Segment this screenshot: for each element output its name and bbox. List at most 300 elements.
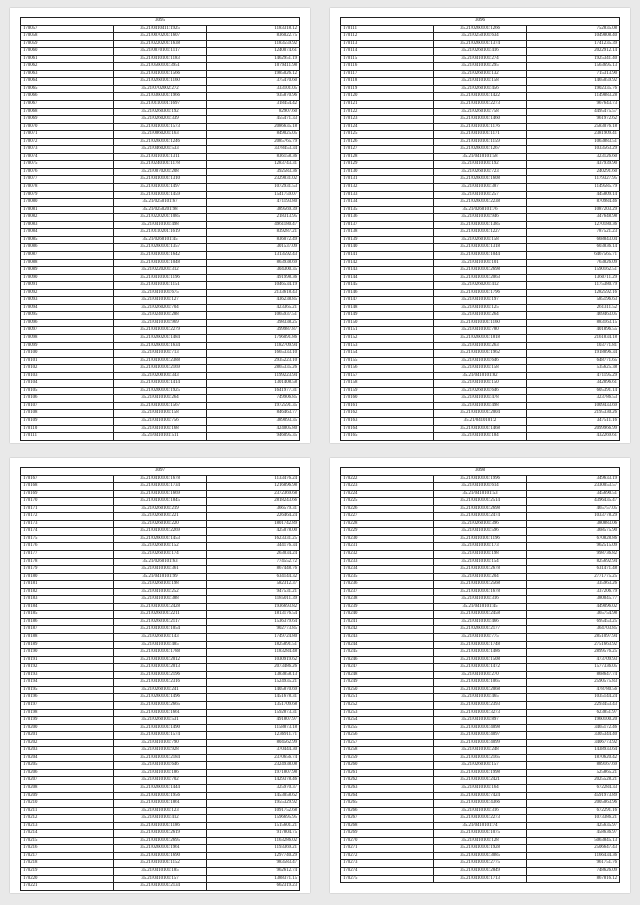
cadastral-number-cell: 35.21/0260101:1374 (434, 40, 527, 48)
value-cell: 763826.09 (527, 259, 620, 267)
cadastral-number-cell: 35.21/0560101:3951 (114, 63, 207, 71)
value-cell: 458636.97 (527, 830, 620, 838)
cadastral-number-cell: 35.21/0410101:4097 (434, 732, 527, 740)
cadastral-number-cell: 35.21/0410101:2134 (114, 883, 207, 891)
value-cell: 449096.02 (527, 603, 620, 611)
value-cell: 471193.80 (207, 199, 300, 207)
table-row (21, 739, 300, 747)
value-cell: 585196.63 (527, 297, 620, 305)
value-cell: 349633.19 (527, 475, 620, 483)
table-row (341, 229, 620, 237)
cadastral-number-cell: 35.21/0410101:466 (434, 618, 527, 626)
table-row (21, 513, 300, 521)
page-number-header: 3098 (341, 468, 620, 476)
cadastral-number-cell: 35.21/0200101:1925 (114, 387, 207, 395)
table-row (21, 176, 300, 184)
row-id-cell: 170073 (21, 146, 114, 154)
cadastral-number-cell: 35.21/0410101:614 (434, 483, 527, 491)
cadastral-number-cell: 35.21/0410101:1054 (114, 626, 207, 634)
table-row (21, 588, 300, 596)
cadastral-number-cell: 35.21/0110201:1619 (114, 229, 207, 237)
row-id-cell: 170230 (341, 535, 434, 543)
table-row (21, 867, 300, 875)
value-cell: 605391.14 (527, 387, 620, 395)
row-id-cell: 170172 (21, 513, 114, 521)
value-cell: 787521.23 (527, 229, 620, 237)
row-id-cell: 170138 (341, 229, 434, 237)
value-cell: 1163286.02 (207, 837, 300, 845)
row-id-cell: 170100 (21, 350, 114, 358)
row-id-cell: 170189 (21, 641, 114, 649)
row-id-cell: 170108 (21, 410, 114, 418)
cadastral-number-cell: 35.21/0410101:1385 (434, 221, 527, 229)
value-cell: 2161834.18 (527, 334, 620, 342)
row-id-cell: 170271 (341, 845, 434, 853)
table-row (341, 528, 620, 536)
table-row (341, 822, 620, 830)
row-id-cell: 170064 (21, 78, 114, 86)
cadastral-number-cell: 35.21/0410101:1690 (114, 852, 207, 860)
value-cell: 473709.93 (527, 656, 620, 664)
value-cell: 380045.77 (527, 596, 620, 604)
table-row (341, 297, 620, 305)
value-cell: 662319.23 (207, 883, 300, 891)
table-row (341, 634, 620, 642)
table-row (341, 259, 620, 267)
cadastral-number-cell: 35.21/0410101:702 (114, 777, 207, 785)
value-cell: 1590162.51 (527, 267, 620, 275)
value-cell: 1641977.31 (207, 387, 300, 395)
value-cell: 333101.05 (207, 85, 300, 93)
row-id-cell: 170125 (341, 131, 434, 139)
cadastral-number-cell: 35.21/0410101:128 (434, 837, 527, 845)
value-cell: 1149585.79 (527, 184, 620, 192)
table-row (341, 357, 620, 365)
table-row (341, 274, 620, 282)
cadastral-number-cell: 35.21/0410101:1962 (434, 350, 527, 358)
row-id-cell: 170197 (21, 701, 114, 709)
cadastral-number-cell: 35.21/0410101:1196 (434, 535, 527, 543)
cadastral-number-cell: 35.21/0410101:1566 (114, 70, 207, 78)
table-row (21, 267, 300, 275)
cadastral-number-cell: 35.21/0410101:53 (434, 490, 527, 498)
cadastral-number-cell: 35.21/0410101:1574 (114, 732, 207, 740)
value-cell: 2935223.10 (207, 357, 300, 365)
value-cell: 389569.39 (207, 206, 300, 214)
table-row (21, 528, 300, 536)
row-id-cell: 170273 (341, 860, 434, 868)
table-row (341, 380, 620, 388)
cadastral-number-cell: 35.21/0360301:1966 (114, 93, 207, 101)
value-cell: 1033778.29 (527, 513, 620, 521)
cadastral-number-cell: 35.21/0260101:1266 (434, 25, 527, 33)
cadastral-number-cell: 35.21/0410101:756 (114, 417, 207, 425)
table-row (21, 535, 300, 543)
cadastral-number-cell: 35.21/0410101:173 (434, 543, 527, 551)
row-id-cell: 170118 (341, 78, 434, 86)
value-cell: 1270180.36 (527, 221, 620, 229)
value-cell: 836158.36 (207, 153, 300, 161)
table-row (21, 168, 300, 176)
table-row (341, 327, 620, 335)
value-cell: 347648.98 (527, 214, 620, 222)
table-row (21, 784, 300, 792)
table-row (21, 289, 300, 297)
table-row (21, 709, 300, 717)
table-row (341, 807, 620, 815)
cadastral-number-cell: 35.21/0110101:1697 (114, 101, 207, 109)
row-id-cell: 170244 (341, 641, 434, 649)
row-id-cell: 170224 (341, 490, 434, 498)
table-row (21, 686, 300, 694)
value-cell: 1383858.13 (207, 671, 300, 679)
row-id-cell: 170270 (341, 837, 434, 845)
register-table (340, 467, 620, 883)
value-cell: 935870.96 (207, 93, 300, 101)
cadastral-number-cell: 35.21/0410101:1669 (114, 490, 207, 498)
row-id-cell: 170252 (341, 701, 434, 709)
cadastral-number-cell: 35.21/0410101:1678 (114, 475, 207, 483)
cadastral-number-cell: 35.21/0410101:1642 (114, 251, 207, 259)
value-cell: 1087203.29 (527, 206, 620, 214)
value-cell: 263034.24 (207, 551, 300, 559)
cadastral-number-cell: 35.21/0260101:132 (434, 70, 527, 78)
row-id-cell: 170266 (341, 807, 434, 815)
table-row (21, 656, 300, 664)
value-cell: 2330053.57 (527, 483, 620, 491)
row-id-cell: 170168 (21, 483, 114, 491)
table-row (341, 686, 620, 694)
row-id-cell: 170208 (21, 784, 114, 792)
row-id-cell: 170229 (341, 528, 434, 536)
value-cell: 2771775.25 (527, 573, 620, 581)
row-id-cell: 170185 (21, 611, 114, 619)
value-cell: 1283743.31 (207, 161, 300, 169)
table-row (21, 108, 300, 116)
cadastral-number-cell: 35.21/0260101:63 (114, 558, 207, 566)
table-row (341, 93, 620, 101)
row-id-cell: 170062 (21, 63, 114, 71)
table-row (21, 717, 300, 725)
value-cell: 3378453.34 (207, 146, 300, 154)
row-id-cell: 170186 (21, 618, 114, 626)
cadastral-number-cell: 35.21/0410101:263 (434, 342, 527, 350)
table-row (21, 334, 300, 342)
cadastral-number-cell: 35.21/0070201:208 (114, 168, 207, 176)
value-cell: 961751.76 (527, 860, 620, 868)
value-cell: 2086635.18 (207, 123, 300, 131)
table-row (21, 573, 300, 581)
row-id-cell: 170242 (341, 626, 434, 634)
cadastral-number-cell: 35.21/0260101:219 (114, 505, 207, 513)
row-id-cell: 170098 (21, 334, 114, 342)
table-row (21, 490, 300, 498)
row-id-cell: 170246 (341, 656, 434, 664)
value-cell: 1072931.53 (207, 184, 300, 192)
value-cell: 491998.36 (207, 274, 300, 282)
cadastral-number-cell: 35.21/0410101:361 (114, 566, 207, 574)
table-row (341, 55, 620, 63)
value-cell: 240291.60 (527, 168, 620, 176)
value-cell: 2851097.94 (527, 634, 620, 642)
cadastral-number-cell: 35.21/0260201:339 (114, 116, 207, 124)
table-row (21, 138, 300, 146)
cadastral-number-cell: 35.21/0410101:1160 (434, 319, 527, 327)
table-row (21, 800, 300, 808)
value-cell: 825692.94 (527, 558, 620, 566)
cadastral-number-cell: 35.21/0410101:1788 (114, 649, 207, 657)
cadastral-number-cell: 35.21/0410101:186 (114, 769, 207, 777)
table-row (21, 297, 300, 305)
row-id-cell: 170107 (21, 402, 114, 410)
value-cell: 1902335.76 (527, 85, 620, 93)
table-row (341, 40, 620, 48)
row-id-cell: 170176 (21, 543, 114, 551)
table-row (341, 739, 620, 747)
value-cell: 1351709.68 (207, 701, 300, 709)
table-row (341, 815, 620, 823)
row-id-cell: 170086 (21, 244, 114, 252)
value-cell: 1825891.51 (207, 641, 300, 649)
value-cell: 4591973.89 (527, 792, 620, 800)
row-id-cell: 170201 (21, 732, 114, 740)
cadastral-number-cell: 35.21/0410101:2421 (434, 777, 527, 785)
cadastral-number-cell: 35.21/0702002:272 (114, 85, 207, 93)
row-id-cell: 170241 (341, 618, 434, 626)
table-row (341, 342, 620, 350)
row-id-cell: 170094 (21, 304, 114, 312)
table-row (21, 664, 300, 672)
row-id-cell: 170147 (341, 297, 434, 305)
value-cell: 1199223.94 (207, 372, 300, 380)
table-row (341, 852, 620, 860)
row-id-cell: 170065 (21, 85, 114, 93)
value-cell: 1536379.64 (207, 618, 300, 626)
row-id-cell: 170093 (21, 297, 114, 305)
table-row (341, 784, 620, 792)
value-cell: 337206.79 (527, 588, 620, 596)
cadastral-number-cell: 35.21/0260101:1444 (114, 784, 207, 792)
row-id-cell: 170182 (21, 588, 114, 596)
cadastral-number-cell: 35.21/0410101:2169 (114, 365, 207, 373)
value-cell: 3305344.40 (527, 732, 620, 740)
value-cell: 469463.05 (527, 312, 620, 320)
cadastral-number-cell: 35.21/0410101:2428 (114, 603, 207, 611)
row-id-cell: 170180 (21, 573, 114, 581)
value-cell: 342896.61 (527, 380, 620, 388)
cadastral-number-cell: 35.21/0260101:758 (434, 108, 527, 116)
table-row (341, 588, 620, 596)
value-cell: 1179327.95 (527, 176, 620, 184)
table-row (341, 417, 620, 425)
row-id-cell: 170148 (341, 304, 434, 312)
cadastral-number-cell: 35.21/0070101:1117 (114, 48, 207, 56)
value-cell: 1388371.15 (207, 875, 300, 883)
value-cell: 345690.51 (527, 490, 620, 498)
row-id-cell: 170193 (21, 671, 114, 679)
cadastral-number-cell: 35.21/0410101:1748 (434, 641, 527, 649)
value-cell: 623851.97 (527, 709, 620, 717)
cadastral-number-cell: 35.21/0410101:184 (434, 433, 527, 441)
table-row (341, 603, 620, 611)
cadastral-number-cell: 35.21/0260101:157 (434, 762, 527, 770)
table-row (341, 206, 620, 214)
cadastral-number-cell: 35.21/0410101:1422 (434, 93, 527, 101)
cadastral-number-cell: 35.21/0410101:1460 (434, 116, 527, 124)
row-id-cell: 170058 (21, 33, 114, 41)
table-row (21, 626, 300, 634)
value-cell: 961972.62 (527, 116, 620, 124)
value-cell: 1971807.98 (207, 769, 300, 777)
row-id-cell: 170059 (21, 40, 114, 48)
table-row (341, 701, 620, 709)
row-id-cell: 170218 (21, 860, 114, 868)
value-cell: 1079411.98 (207, 63, 300, 71)
value-cell: 749906.85 (207, 395, 300, 403)
value-cell: 465757.05 (527, 505, 620, 513)
cadastral-number-cell: 35.21/0410101:2775 (434, 860, 527, 868)
row-id-cell: 170245 (341, 649, 434, 657)
value-cell: 863938.69 (207, 259, 300, 267)
table-row (341, 520, 620, 528)
table-row (21, 498, 300, 506)
table-row (21, 618, 300, 626)
cadastral-number-cell: 35.21/0260101:1357 (114, 244, 207, 252)
row-id-cell: 170101 (21, 357, 114, 365)
cadastral-number-cell: 35.21/0260101:416 (434, 48, 527, 56)
cadastral-number-cell: 35.21/0410101:646 (114, 762, 207, 770)
row-id-cell: 170077 (21, 176, 114, 184)
value-cell: 261311.52 (527, 304, 620, 312)
cadastral-number-cell: 35.21/0410101:1186 (114, 822, 207, 830)
row-id-cell: 170233 (341, 558, 434, 566)
value-cell: 1936693.82 (207, 603, 300, 611)
value-cell: 2372369.68 (207, 490, 300, 498)
table-row (21, 350, 300, 358)
table-row (21, 48, 300, 56)
cadastral-number-cell: 35.21/0250101:67 (114, 199, 207, 207)
value-cell: 4396435.47 (527, 498, 620, 506)
value-cell: 672284.33 (527, 784, 620, 792)
table-row (21, 63, 300, 71)
cadastral-number-cell: 35.21/0410101:3085 (434, 852, 527, 860)
value-cell: 398338.25 (207, 319, 300, 327)
table-row (341, 483, 620, 491)
value-cell: 1451678.31 (207, 694, 300, 702)
value-cell: 1577336.05 (527, 664, 620, 672)
row-id-cell: 170061 (21, 55, 114, 63)
cadastral-number-cell: 35.21/0410101:101 (434, 259, 527, 267)
table-row (21, 769, 300, 777)
table-row (21, 365, 300, 373)
cadastral-number-cell: 35.21/0410101:498 (434, 402, 527, 410)
cadastral-number-cell: 35.21/0410101:150 (434, 380, 527, 388)
row-id-cell: 170216 (21, 845, 114, 853)
table-row (341, 289, 620, 297)
cadastral-number-cell: 35.21/0410101:1928 (434, 845, 527, 853)
row-id-cell: 170205 (21, 762, 114, 770)
table-row (341, 513, 620, 521)
table-row (21, 520, 300, 528)
row-id-cell: 170215 (21, 837, 114, 845)
row-id-cell: 170123 (341, 116, 434, 124)
table-row (341, 63, 620, 71)
cadastral-number-cell: 35.21/0410101:1861 (114, 800, 207, 808)
row-id-cell: 170204 (21, 754, 114, 762)
table-row (341, 792, 620, 800)
row-id-cell: 170236 (341, 581, 434, 589)
cadastral-number-cell: 35.21/0410101:2619 (114, 830, 207, 838)
value-cell: 471195.29 (527, 372, 620, 380)
table-row (341, 372, 620, 380)
cadastral-number-cell: 35.21/0410101:2012 (114, 656, 207, 664)
cadastral-number-cell: 35.21/0410101:2063 (434, 274, 527, 282)
table-row (341, 777, 620, 785)
table-row (21, 410, 300, 418)
row-id-cell: 170226 (341, 505, 434, 513)
value-cell: 1985026.12 (207, 70, 300, 78)
row-id-cell: 170066 (21, 93, 114, 101)
row-id-cell: 170227 (341, 513, 434, 521)
row-id-cell: 170258 (341, 747, 434, 755)
cadastral-number-cell: 35.21/0410101:928 (114, 747, 207, 755)
cadastral-number-cell: 35.21/0410101:158 (434, 78, 527, 86)
table-row (21, 184, 300, 192)
value-cell: 2005063.96 (527, 800, 620, 808)
cadastral-number-cell: 35.21/0260101:45 (114, 236, 207, 244)
row-id-cell: 170275 (341, 875, 434, 883)
table-row (21, 558, 300, 566)
table-row (341, 350, 620, 358)
cadastral-number-cell: 35.21/0260101:1160 (114, 78, 207, 86)
row-id-cell: 170112 (341, 33, 434, 41)
cadastral-number-cell: 35.21/0410101:969 (114, 319, 207, 327)
row-id-cell: 170145 (341, 282, 434, 290)
value-cell: 1541759.07 (207, 191, 300, 199)
cadastral-number-cell: 35.21/0200101:343 (114, 372, 207, 380)
value-cell: 436238.85 (207, 297, 300, 305)
value-cell: 1065937.51 (207, 312, 300, 320)
value-cell: 535625.38 (527, 365, 620, 373)
table-row (341, 410, 620, 418)
cadastral-number-cell: 35.21/0410101:2678 (434, 566, 527, 574)
value-cell: 2590575.83 (527, 679, 620, 687)
document-page-3098 (330, 458, 630, 893)
row-id-cell: 170183 (21, 596, 114, 604)
row-id-cell: 170114 (341, 48, 434, 56)
table-row (341, 543, 620, 551)
row-id-cell: 170109 (21, 417, 114, 425)
row-id-cell: 170222 (341, 475, 434, 483)
cadastral-number-cell: 35.21/0410101:7424 (434, 792, 527, 800)
table-row (21, 475, 300, 483)
row-id-cell: 170154 (341, 350, 434, 358)
page-number-header: 3096 (341, 18, 620, 26)
row-id-cell: 170175 (21, 535, 114, 543)
table-row (341, 184, 620, 192)
row-id-cell: 170238 (341, 596, 434, 604)
cadastral-number-cell: 35.21/0410101:164 (434, 784, 527, 792)
table-row (341, 48, 620, 56)
table-row (21, 837, 300, 845)
value-cell: 1236911.71 (207, 732, 300, 740)
table-row (341, 85, 620, 93)
value-cell: 6467565.71 (527, 251, 620, 259)
cadastral-number-cell: 35.21/0410101:1176 (434, 123, 527, 131)
row-id-cell: 170152 (341, 334, 434, 342)
cadastral-number-cell: 35.21/0410101:192 (434, 161, 527, 169)
value-cell: 2085765.79 (207, 138, 300, 146)
